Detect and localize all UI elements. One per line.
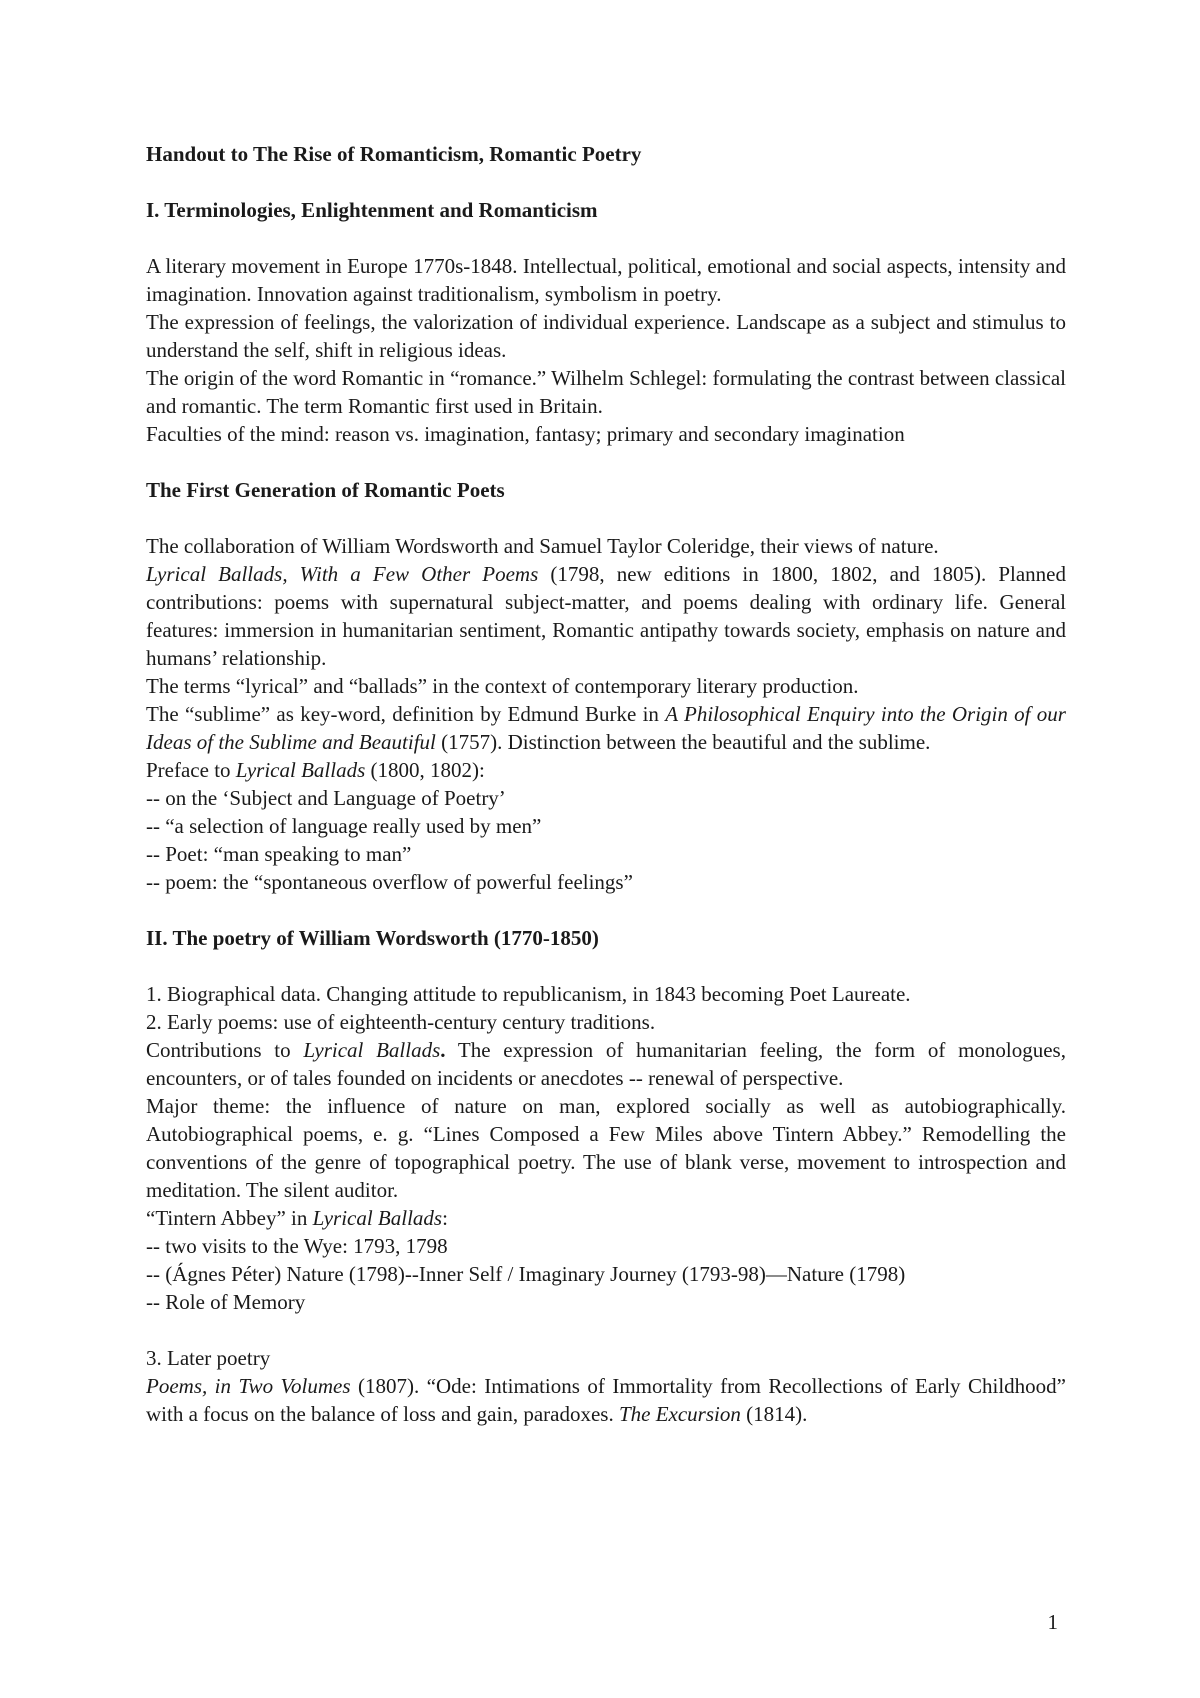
paragraph: Lyrical Ballads, With a Few Other Poems (1798, new editions in 1800, 1802, and 1805). Planned contributions: poems with supernatural subject-matter, and poems dealing with ordinary life. General features: immersion in humanitarian sentiment, Romantic antipathy towards society, emphasis on nature and humans’ relationship. (146, 562, 1067, 670)
paragraph: 1. Biographical data. Changing attitude to republicanism, in 1843 becoming Poet Laureate. (146, 982, 911, 1006)
page-number: 1 (1047, 1610, 1058, 1634)
italic-title: A Philosophical Enquiry into the Origin of our Ideas of the Sublime and Beautiful (146, 702, 1066, 754)
paragraph: The “sublime” as key-word, definition by Edmund Burke in A Philosophical Enquiry into the Origin of our Ideas of the Sublime and Beautiful (1757). Distinction between the beautiful and the sublime. (146, 702, 1066, 754)
paragraph: The origin of the word Romantic in “romance.” Wilhelm Schlegel: formulating the contrast between classical and romantic. The term Romantic first used in Britain. (146, 366, 1066, 418)
list-item: -- “a selection of language really used by men” (146, 814, 542, 838)
list-item: -- (Ágnes Péter) Nature (1798)--Inner Self / Imaginary Journey (1793-98)—Nature (1798) (146, 1262, 906, 1286)
list-item: -- poem: the “spontaneous overflow of powerful feelings” (146, 870, 633, 894)
document-page (146, 140, 1066, 1428)
paragraph: The collaboration of William Wordsworth and Samuel Taylor Coleridge, their views of nature. (146, 534, 939, 558)
paragraph: Poems, in Two Volumes (1807). “Ode: Intimations of Immortality from Recollections of Early Childhood” with a focus on the balance of loss and gain, paradoxes. The Excursion (1814). (146, 1374, 1066, 1426)
paragraph: Major theme: the influence of nature on man, explored socially as well as autobiographically. Autobiographical poems, e. g. “Lines Composed a Few Miles above Tintern Abbey.” Remodelling the conventions of the genre of topographical poetry. The use of blank verse, movement to introspection and meditation. The silent auditor. (146, 1094, 1066, 1202)
paragraph: Contributions to Lyrical Ballads. The expression of humanitarian feeling, the form of monologues, encounters, or of tales founded on incidents or anecdotes -- renewal of perspective. (146, 1038, 1066, 1090)
document-title: Handout to The Rise of Romanticism, Romantic Poetry (146, 142, 642, 166)
paragraph: The expression of feelings, the valorization of individual experience. Landscape as a subject and stimulus to understand the self, shift in religious ideas. (146, 310, 1066, 362)
italic-title: Lyrical Ballads, With a Few Other Poems (146, 562, 539, 586)
paragraph: Faculties of the mind: reason vs. imagination, fantasy; primary and secondary imagination (146, 422, 905, 446)
list-item: -- on the ‘Subject and Language of Poetry’ (146, 786, 506, 810)
italic-title: Lyrical Ballads (303, 1038, 441, 1062)
paragraph: A literary movement in Europe 1770s-1848. Intellectual, political, emotional and social aspects, intensity and imagination. Innovation against traditionalism, symbolism in poetry. (146, 254, 1066, 306)
italic-title: Lyrical Ballads (312, 1206, 443, 1230)
list-item: -- Poet: “man speaking to man” (146, 842, 412, 866)
italic-title: Lyrical Ballads (235, 758, 366, 782)
section-heading-first-generation: The First Generation of Romantic Poets (146, 478, 505, 502)
paragraph: The terms “lyrical” and “ballads” in the context of contemporary literary production. (146, 674, 859, 698)
section-heading-wordsworth: II. The poetry of William Wordsworth (1770-1850) (146, 926, 599, 950)
paragraph: Preface to Lyrical Ballads (1800, 1802): (146, 758, 485, 782)
paragraph: “Tintern Abbey” in Lyrical Ballads: (146, 1206, 448, 1230)
list-item: -- two visits to the Wye: 1793, 1798 (146, 1234, 448, 1258)
section-heading-terminologies: I. Terminologies, Enlightenment and Romanticism (146, 198, 598, 222)
paragraph: 2. Early poems: use of eighteenth-century century traditions. (146, 1010, 656, 1034)
subheading-later-poetry: 3. Later poetry (146, 1346, 271, 1370)
italic-title: The Excursion (618, 1402, 741, 1426)
list-item: -- Role of Memory (146, 1290, 306, 1314)
italic-title: Poems, in Two Volumes (146, 1374, 351, 1398)
